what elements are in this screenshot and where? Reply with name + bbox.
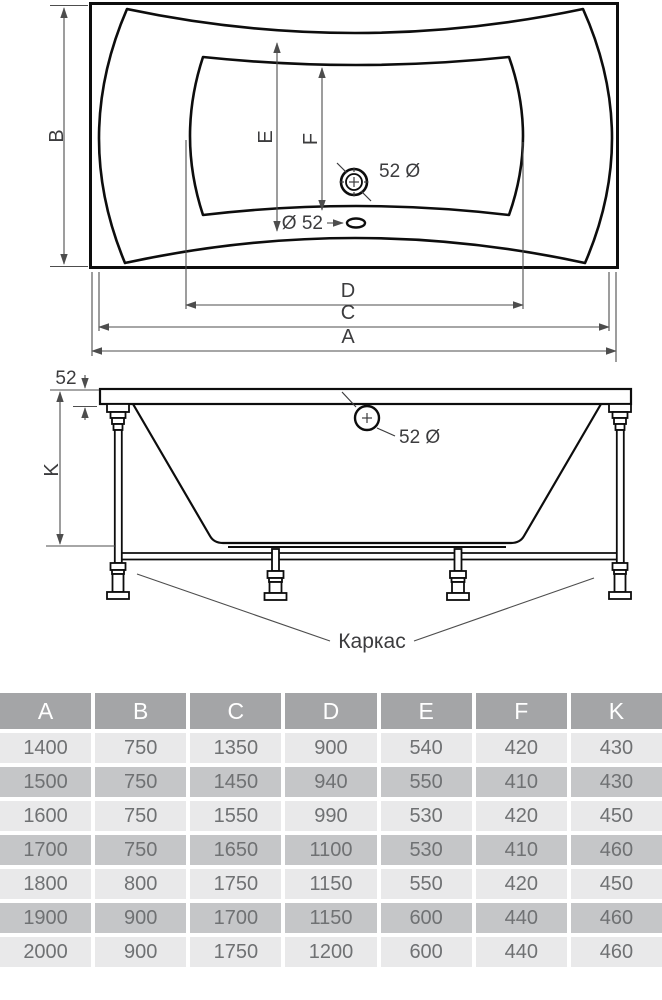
table-cell: 1450 — [190, 767, 281, 797]
table-cell: 540 — [381, 733, 472, 763]
dim-label-e: E — [255, 130, 277, 144]
leg-mid-left — [265, 549, 287, 600]
table-cell: 440 — [476, 903, 567, 933]
dim-label-a: A — [341, 326, 355, 348]
overflow-icon — [337, 163, 371, 201]
table-cell: 1150 — [285, 869, 376, 899]
side-view — [41, 368, 631, 653]
overflow-label-top: 52 Ø — [379, 161, 421, 182]
leg-left — [107, 404, 129, 599]
table-cell: 990 — [285, 801, 376, 831]
table-cell: 900 — [95, 903, 186, 933]
table-cell: 1750 — [190, 937, 281, 967]
dim-label-b: B — [46, 129, 68, 143]
table-cell: 1600 — [0, 801, 91, 831]
drain-label: Ø 52 — [281, 213, 323, 234]
table-cell: 460 — [571, 835, 662, 865]
table-header: A — [0, 693, 91, 729]
rim-dim-label: 52 — [55, 368, 77, 389]
table-header: E — [381, 693, 472, 729]
table-cell: 1150 — [285, 903, 376, 933]
table-cell: 1750 — [190, 869, 281, 899]
table-cell: 1650 — [190, 835, 281, 865]
table-cell: 1900 — [0, 903, 91, 933]
table-cell: 600 — [381, 937, 472, 967]
table-cell: 450 — [571, 869, 662, 899]
table-cell: 1100 — [285, 835, 376, 865]
tub-inner-basin — [190, 57, 523, 215]
table-cell: 1350 — [190, 733, 281, 763]
table-cell: 750 — [95, 733, 186, 763]
dim-label-d: D — [340, 280, 356, 302]
table-cell: 1700 — [190, 903, 281, 933]
table-cell: 600 — [381, 903, 472, 933]
tub-outer-rim — [99, 9, 612, 263]
table-cell: 1400 — [0, 733, 91, 763]
table-cell: 430 — [571, 767, 662, 797]
table-cell: 940 — [285, 767, 376, 797]
table-header: K — [571, 693, 662, 729]
table-cell: 460 — [571, 937, 662, 967]
table-cell: 1200 — [285, 937, 376, 967]
table-cell: 900 — [285, 733, 376, 763]
table-cell: 450 — [571, 801, 662, 831]
table-cell: 800 — [95, 869, 186, 899]
table-header: F — [476, 693, 567, 729]
table-cell: 1800 — [0, 869, 91, 899]
frame-legs — [107, 404, 631, 600]
table-cell: 420 — [476, 733, 567, 763]
table-cell: 2000 — [0, 937, 91, 967]
table-header: D — [285, 693, 376, 729]
table-cell: 530 — [381, 835, 472, 865]
frame-rail — [118, 553, 623, 560]
top-view — [46, 4, 618, 363]
dim-label-f: F — [300, 132, 322, 146]
dimension-table — [0, 693, 662, 967]
table-header: C — [190, 693, 281, 729]
leg-mid-right — [447, 549, 469, 600]
table-cell: 900 — [95, 937, 186, 967]
table-cell: 420 — [476, 869, 567, 899]
table-cell: 750 — [95, 767, 186, 797]
table-cell: 1550 — [190, 801, 281, 831]
rim-bar — [100, 389, 631, 404]
table-cell: 1700 — [0, 835, 91, 865]
frame-label: Каркас — [338, 630, 406, 653]
overflow-label-side: 52 Ø — [399, 427, 441, 448]
dim-label-k: K — [41, 463, 63, 477]
table-cell: 750 — [95, 801, 186, 831]
table-cell: 460 — [571, 903, 662, 933]
dim-label-c: C — [340, 302, 356, 324]
table-cell: 410 — [476, 835, 567, 865]
table-cell: 550 — [381, 869, 472, 899]
table-cell: 410 — [476, 767, 567, 797]
leg-right — [609, 404, 631, 599]
table-cell: 440 — [476, 937, 567, 967]
table-cell: 1500 — [0, 767, 91, 797]
drain-icon — [347, 219, 365, 228]
table-header: B — [95, 693, 186, 729]
table-cell: 430 — [571, 733, 662, 763]
table-cell: 750 — [95, 835, 186, 865]
table-cell: 530 — [381, 801, 472, 831]
table-cell: 420 — [476, 801, 567, 831]
table-cell: 550 — [381, 767, 472, 797]
